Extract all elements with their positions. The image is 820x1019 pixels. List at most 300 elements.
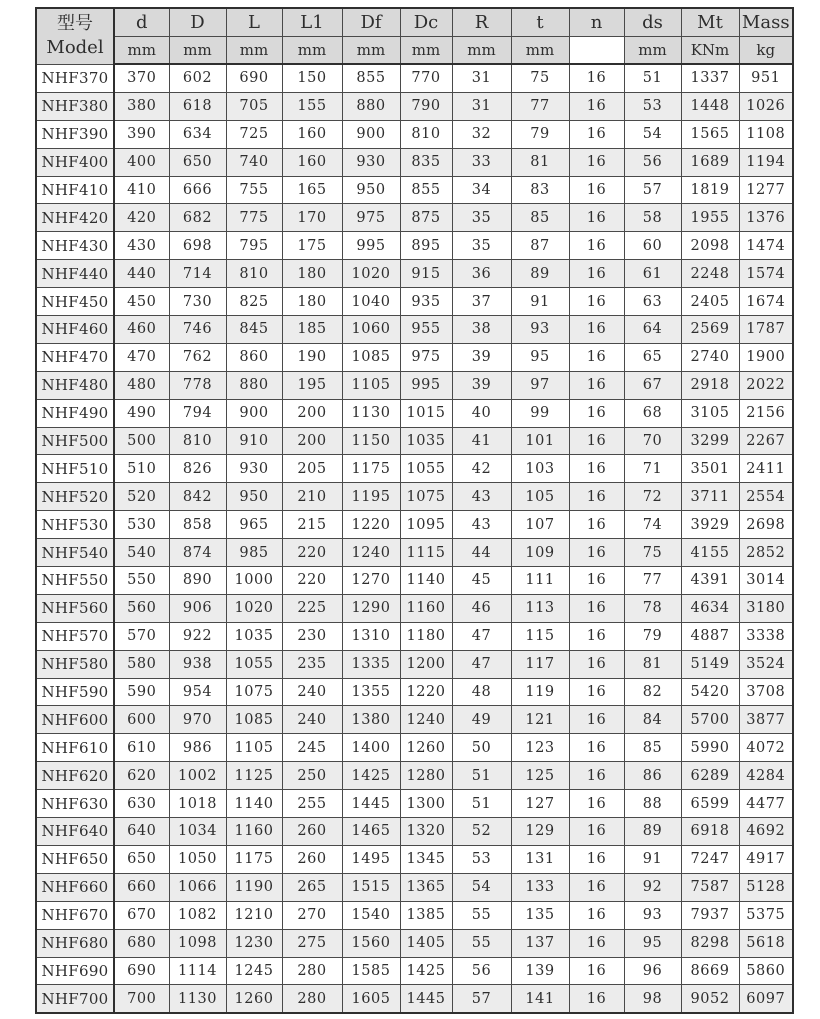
- value-cell-R: 51: [452, 790, 511, 818]
- value-cell-Mass: 5375: [739, 901, 793, 929]
- value-cell-Df: 1355: [342, 678, 400, 706]
- value-cell-L: 860: [226, 343, 282, 371]
- value-cell-Mass: 2156: [739, 399, 793, 427]
- value-cell-Df: 880: [342, 92, 400, 120]
- value-cell-Df: 1515: [342, 873, 400, 901]
- value-cell-d: 510: [114, 455, 169, 483]
- value-cell-Mass: 2852: [739, 539, 793, 567]
- value-cell-Df: 1465: [342, 818, 400, 846]
- value-cell-Mt: 2248: [681, 260, 739, 288]
- value-cell-Dc: 1260: [400, 734, 452, 762]
- value-cell-R: 47: [452, 622, 511, 650]
- model-cell: NHF430: [36, 232, 114, 260]
- value-cell-Dc: 995: [400, 371, 452, 399]
- value-cell-n: 16: [569, 483, 624, 511]
- value-cell-Mt: 3929: [681, 511, 739, 539]
- header-model-cn: 型号: [57, 12, 93, 34]
- table-row: [36, 901, 793, 929]
- value-cell-Dc: 1115: [400, 539, 452, 567]
- value-cell-t: 119: [511, 678, 569, 706]
- value-cell-t: 105: [511, 483, 569, 511]
- header-col-d: d: [114, 8, 169, 37]
- value-cell-D: 1018: [169, 790, 226, 818]
- value-cell-Df: 975: [342, 204, 400, 232]
- value-cell-Dc: 855: [400, 176, 452, 204]
- value-cell-Mt: 2098: [681, 232, 739, 260]
- unit-Dc: mm: [400, 37, 452, 65]
- value-cell-L1: 155: [282, 92, 342, 120]
- table-row: [36, 567, 793, 595]
- value-cell-L1: 280: [282, 957, 342, 985]
- value-cell-Df: 1195: [342, 483, 400, 511]
- value-cell-L1: 245: [282, 734, 342, 762]
- value-cell-Dc: 935: [400, 288, 452, 316]
- model-cell: NHF620: [36, 762, 114, 790]
- value-cell-n: 16: [569, 92, 624, 120]
- value-cell-ds: 78: [624, 594, 681, 622]
- value-cell-Mt: 3105: [681, 399, 739, 427]
- value-cell-n: 16: [569, 343, 624, 371]
- value-cell-L1: 190: [282, 343, 342, 371]
- value-cell-L1: 250: [282, 762, 342, 790]
- table-row: [36, 427, 793, 455]
- value-cell-Df: 1020: [342, 260, 400, 288]
- value-cell-Mass: 4692: [739, 818, 793, 846]
- value-cell-D: 922: [169, 622, 226, 650]
- unit-L: mm: [226, 37, 282, 65]
- value-cell-ds: 92: [624, 873, 681, 901]
- value-cell-D: 1114: [169, 957, 226, 985]
- value-cell-L1: 240: [282, 678, 342, 706]
- value-cell-d: 560: [114, 594, 169, 622]
- model-cell: NHF470: [36, 343, 114, 371]
- value-cell-Mt: 7247: [681, 845, 739, 873]
- value-cell-Mass: 1574: [739, 260, 793, 288]
- value-cell-ds: 98: [624, 985, 681, 1013]
- value-cell-d: 450: [114, 288, 169, 316]
- value-cell-ds: 70: [624, 427, 681, 455]
- value-cell-Dc: 1425: [400, 957, 452, 985]
- value-cell-Mass: 5860: [739, 957, 793, 985]
- value-cell-Mass: 951: [739, 64, 793, 92]
- value-cell-t: 85: [511, 204, 569, 232]
- value-cell-R: 34: [452, 176, 511, 204]
- value-cell-ds: 89: [624, 818, 681, 846]
- value-cell-Mt: 5700: [681, 706, 739, 734]
- value-cell-Dc: 1075: [400, 483, 452, 511]
- value-cell-R: 53: [452, 845, 511, 873]
- value-cell-d: 470: [114, 343, 169, 371]
- table-row: [36, 594, 793, 622]
- unit-Mt: KNm: [681, 37, 739, 65]
- value-cell-R: 42: [452, 455, 511, 483]
- value-cell-n: 16: [569, 734, 624, 762]
- value-cell-L1: 175: [282, 232, 342, 260]
- value-cell-L1: 220: [282, 567, 342, 595]
- value-cell-L1: 195: [282, 371, 342, 399]
- value-cell-t: 87: [511, 232, 569, 260]
- value-cell-Dc: 1160: [400, 594, 452, 622]
- unit-Df: mm: [342, 37, 400, 65]
- value-cell-Df: 1290: [342, 594, 400, 622]
- value-cell-Mt: 4634: [681, 594, 739, 622]
- model-cell: NHF480: [36, 371, 114, 399]
- value-cell-Dc: 1300: [400, 790, 452, 818]
- value-cell-R: 46: [452, 594, 511, 622]
- value-cell-Mass: 2698: [739, 511, 793, 539]
- value-cell-Mt: 5149: [681, 650, 739, 678]
- value-cell-n: 16: [569, 539, 624, 567]
- value-cell-L1: 270: [282, 901, 342, 929]
- model-cell: NHF540: [36, 539, 114, 567]
- value-cell-Mt: 2918: [681, 371, 739, 399]
- value-cell-n: 16: [569, 594, 624, 622]
- value-cell-n: 16: [569, 957, 624, 985]
- model-cell: NHF460: [36, 316, 114, 344]
- value-cell-R: 45: [452, 567, 511, 595]
- value-cell-Mt: 6918: [681, 818, 739, 846]
- table-row: [36, 678, 793, 706]
- value-cell-Mt: 4391: [681, 567, 739, 595]
- value-cell-D: 602: [169, 64, 226, 92]
- value-cell-ds: 93: [624, 901, 681, 929]
- value-cell-R: 36: [452, 260, 511, 288]
- table-row: [36, 176, 793, 204]
- value-cell-L1: 185: [282, 316, 342, 344]
- value-cell-Mass: 1194: [739, 148, 793, 176]
- value-cell-Dc: 1365: [400, 873, 452, 901]
- value-cell-Dc: 810: [400, 120, 452, 148]
- value-cell-n: 16: [569, 316, 624, 344]
- value-cell-D: 634: [169, 120, 226, 148]
- value-cell-R: 39: [452, 371, 511, 399]
- value-cell-L: 1085: [226, 706, 282, 734]
- model-cell: NHF680: [36, 929, 114, 957]
- value-cell-L1: 150: [282, 64, 342, 92]
- value-cell-L: 1175: [226, 845, 282, 873]
- value-cell-ds: 77: [624, 567, 681, 595]
- value-cell-R: 31: [452, 64, 511, 92]
- table-row: [36, 260, 793, 288]
- value-cell-Df: 1380: [342, 706, 400, 734]
- value-cell-Df: 930: [342, 148, 400, 176]
- value-cell-t: 129: [511, 818, 569, 846]
- value-cell-t: 123: [511, 734, 569, 762]
- value-cell-D: 1002: [169, 762, 226, 790]
- value-cell-R: 39: [452, 343, 511, 371]
- value-cell-R: 47: [452, 650, 511, 678]
- value-cell-Df: 1425: [342, 762, 400, 790]
- value-cell-L1: 205: [282, 455, 342, 483]
- value-cell-Mass: 5618: [739, 929, 793, 957]
- value-cell-Dc: 1280: [400, 762, 452, 790]
- value-cell-D: 714: [169, 260, 226, 288]
- value-cell-Mass: 2411: [739, 455, 793, 483]
- value-cell-Mt: 6599: [681, 790, 739, 818]
- value-cell-Mass: 5128: [739, 873, 793, 901]
- value-cell-D: 618: [169, 92, 226, 120]
- value-cell-Mt: 1689: [681, 148, 739, 176]
- value-cell-L: 1105: [226, 734, 282, 762]
- value-cell-Mt: 1565: [681, 120, 739, 148]
- value-cell-D: 698: [169, 232, 226, 260]
- value-cell-D: 650: [169, 148, 226, 176]
- value-cell-Mass: 1787: [739, 316, 793, 344]
- value-cell-L1: 275: [282, 929, 342, 957]
- value-cell-L: 755: [226, 176, 282, 204]
- table-row: [36, 622, 793, 650]
- value-cell-L1: 220: [282, 539, 342, 567]
- table-row: [36, 343, 793, 371]
- value-cell-Dc: 790: [400, 92, 452, 120]
- value-cell-Dc: 1180: [400, 622, 452, 650]
- value-cell-Mt: 3501: [681, 455, 739, 483]
- header-symbol-row: [36, 8, 793, 37]
- value-cell-Mt: 8298: [681, 929, 739, 957]
- value-cell-Dc: 835: [400, 148, 452, 176]
- value-cell-ds: 58: [624, 204, 681, 232]
- value-cell-t: 115: [511, 622, 569, 650]
- model-cell: NHF560: [36, 594, 114, 622]
- value-cell-L: 880: [226, 371, 282, 399]
- value-cell-Dc: 1405: [400, 929, 452, 957]
- value-cell-L1: 200: [282, 427, 342, 455]
- value-cell-d: 550: [114, 567, 169, 595]
- value-cell-Dc: 955: [400, 316, 452, 344]
- value-cell-d: 630: [114, 790, 169, 818]
- value-cell-L: 930: [226, 455, 282, 483]
- header-col-L1: L1: [282, 8, 342, 37]
- value-cell-t: 83: [511, 176, 569, 204]
- value-cell-L1: 280: [282, 985, 342, 1013]
- value-cell-L: 825: [226, 288, 282, 316]
- value-cell-R: 31: [452, 92, 511, 120]
- header-model: [36, 8, 114, 64]
- value-cell-n: 16: [569, 64, 624, 92]
- value-cell-Mt: 4887: [681, 622, 739, 650]
- value-cell-n: 16: [569, 762, 624, 790]
- value-cell-D: 858: [169, 511, 226, 539]
- value-cell-R: 56: [452, 957, 511, 985]
- value-cell-R: 41: [452, 427, 511, 455]
- header-col-Dc: Dc: [400, 8, 452, 37]
- value-cell-Mt: 1337: [681, 64, 739, 92]
- value-cell-Mt: 3299: [681, 427, 739, 455]
- value-cell-L1: 265: [282, 873, 342, 901]
- value-cell-Mass: 2022: [739, 371, 793, 399]
- value-cell-ds: 67: [624, 371, 681, 399]
- value-cell-Mass: 1674: [739, 288, 793, 316]
- value-cell-Df: 900: [342, 120, 400, 148]
- value-cell-t: 79: [511, 120, 569, 148]
- value-cell-D: 1066: [169, 873, 226, 901]
- model-cell: NHF420: [36, 204, 114, 232]
- value-cell-n: 16: [569, 176, 624, 204]
- value-cell-D: 1130: [169, 985, 226, 1013]
- value-cell-Df: 1240: [342, 539, 400, 567]
- value-cell-Df: 1085: [342, 343, 400, 371]
- value-cell-d: 400: [114, 148, 169, 176]
- value-cell-Dc: 1385: [400, 901, 452, 929]
- value-cell-n: 16: [569, 288, 624, 316]
- model-cell: NHF520: [36, 483, 114, 511]
- value-cell-n: 16: [569, 120, 624, 148]
- value-cell-D: 826: [169, 455, 226, 483]
- value-cell-Mass: 3877: [739, 706, 793, 734]
- value-cell-d: 460: [114, 316, 169, 344]
- value-cell-d: 650: [114, 845, 169, 873]
- value-cell-ds: 65: [624, 343, 681, 371]
- value-cell-n: 16: [569, 567, 624, 595]
- value-cell-Dc: 1095: [400, 511, 452, 539]
- value-cell-D: 1050: [169, 845, 226, 873]
- header-col-L: L: [226, 8, 282, 37]
- value-cell-d: 660: [114, 873, 169, 901]
- model-cell: NHF450: [36, 288, 114, 316]
- value-cell-Mt: 2405: [681, 288, 739, 316]
- value-cell-ds: 91: [624, 845, 681, 873]
- value-cell-t: 97: [511, 371, 569, 399]
- model-cell: NHF550: [36, 567, 114, 595]
- value-cell-L1: 230: [282, 622, 342, 650]
- value-cell-ds: 64: [624, 316, 681, 344]
- value-cell-Dc: 1140: [400, 567, 452, 595]
- value-cell-L: 1245: [226, 957, 282, 985]
- value-cell-L: 1190: [226, 873, 282, 901]
- table-row: [36, 455, 793, 483]
- value-cell-ds: 60: [624, 232, 681, 260]
- value-cell-Df: 1560: [342, 929, 400, 957]
- value-cell-Mass: 6097: [739, 985, 793, 1013]
- value-cell-Mt: 2740: [681, 343, 739, 371]
- value-cell-L1: 225: [282, 594, 342, 622]
- value-cell-L: 1210: [226, 901, 282, 929]
- table-row: [36, 511, 793, 539]
- unit-n: [569, 37, 624, 65]
- model-cell: NHF500: [36, 427, 114, 455]
- value-cell-D: 778: [169, 371, 226, 399]
- value-cell-ds: 95: [624, 929, 681, 957]
- value-cell-d: 370: [114, 64, 169, 92]
- header-col-D: D: [169, 8, 226, 37]
- value-cell-L: 1260: [226, 985, 282, 1013]
- value-cell-L1: 260: [282, 845, 342, 873]
- header-col-n: n: [569, 8, 624, 37]
- value-cell-n: 16: [569, 148, 624, 176]
- table-row: [36, 204, 793, 232]
- model-cell: NHF570: [36, 622, 114, 650]
- value-cell-L1: 255: [282, 790, 342, 818]
- value-cell-Dc: 770: [400, 64, 452, 92]
- value-cell-ds: 71: [624, 455, 681, 483]
- value-cell-R: 54: [452, 873, 511, 901]
- value-cell-t: 89: [511, 260, 569, 288]
- value-cell-L1: 160: [282, 120, 342, 148]
- table-row: [36, 845, 793, 873]
- table-row: [36, 762, 793, 790]
- value-cell-D: 906: [169, 594, 226, 622]
- value-cell-d: 380: [114, 92, 169, 120]
- value-cell-t: 111: [511, 567, 569, 595]
- value-cell-L1: 180: [282, 260, 342, 288]
- value-cell-R: 48: [452, 678, 511, 706]
- value-cell-D: 954: [169, 678, 226, 706]
- value-cell-ds: 75: [624, 539, 681, 567]
- header-col-Mt: Mt: [681, 8, 739, 37]
- value-cell-L: 1140: [226, 790, 282, 818]
- value-cell-n: 16: [569, 873, 624, 901]
- model-cell: NHF510: [36, 455, 114, 483]
- value-cell-R: 43: [452, 511, 511, 539]
- value-cell-L1: 170: [282, 204, 342, 232]
- value-cell-Mt: 4155: [681, 539, 739, 567]
- value-cell-L: 740: [226, 148, 282, 176]
- value-cell-t: 127: [511, 790, 569, 818]
- value-cell-d: 530: [114, 511, 169, 539]
- model-cell: NHF670: [36, 901, 114, 929]
- unit-t: mm: [511, 37, 569, 65]
- table-row: [36, 929, 793, 957]
- value-cell-Mt: 5420: [681, 678, 739, 706]
- value-cell-ds: 72: [624, 483, 681, 511]
- value-cell-ds: 56: [624, 148, 681, 176]
- value-cell-D: 810: [169, 427, 226, 455]
- model-cell: NHF580: [36, 650, 114, 678]
- value-cell-t: 107: [511, 511, 569, 539]
- table-row: [36, 818, 793, 846]
- table-row: [36, 650, 793, 678]
- value-cell-n: 16: [569, 650, 624, 678]
- value-cell-n: 16: [569, 622, 624, 650]
- header-col-R: R: [452, 8, 511, 37]
- value-cell-R: 44: [452, 539, 511, 567]
- value-cell-n: 16: [569, 818, 624, 846]
- table-header: [36, 8, 793, 64]
- value-cell-D: 842: [169, 483, 226, 511]
- value-cell-n: 16: [569, 678, 624, 706]
- value-cell-Mass: 4917: [739, 845, 793, 873]
- value-cell-R: 49: [452, 706, 511, 734]
- value-cell-R: 40: [452, 399, 511, 427]
- value-cell-L: 775: [226, 204, 282, 232]
- value-cell-Dc: 895: [400, 232, 452, 260]
- value-cell-L: 795: [226, 232, 282, 260]
- value-cell-L: 1125: [226, 762, 282, 790]
- value-cell-d: 430: [114, 232, 169, 260]
- value-cell-Df: 1060: [342, 316, 400, 344]
- model-cell: NHF400: [36, 148, 114, 176]
- value-cell-L: 1000: [226, 567, 282, 595]
- value-cell-d: 490: [114, 399, 169, 427]
- value-cell-Mass: 1376: [739, 204, 793, 232]
- value-cell-D: 762: [169, 343, 226, 371]
- value-cell-Mt: 8669: [681, 957, 739, 985]
- value-cell-D: 794: [169, 399, 226, 427]
- value-cell-d: 640: [114, 818, 169, 846]
- value-cell-t: 137: [511, 929, 569, 957]
- value-cell-n: 16: [569, 371, 624, 399]
- value-cell-n: 16: [569, 901, 624, 929]
- value-cell-D: 666: [169, 176, 226, 204]
- value-cell-t: 95: [511, 343, 569, 371]
- value-cell-Mass: 1108: [739, 120, 793, 148]
- value-cell-ds: 82: [624, 678, 681, 706]
- value-cell-t: 125: [511, 762, 569, 790]
- value-cell-R: 32: [452, 120, 511, 148]
- value-cell-Df: 1105: [342, 371, 400, 399]
- value-cell-L: 1160: [226, 818, 282, 846]
- value-cell-Df: 1585: [342, 957, 400, 985]
